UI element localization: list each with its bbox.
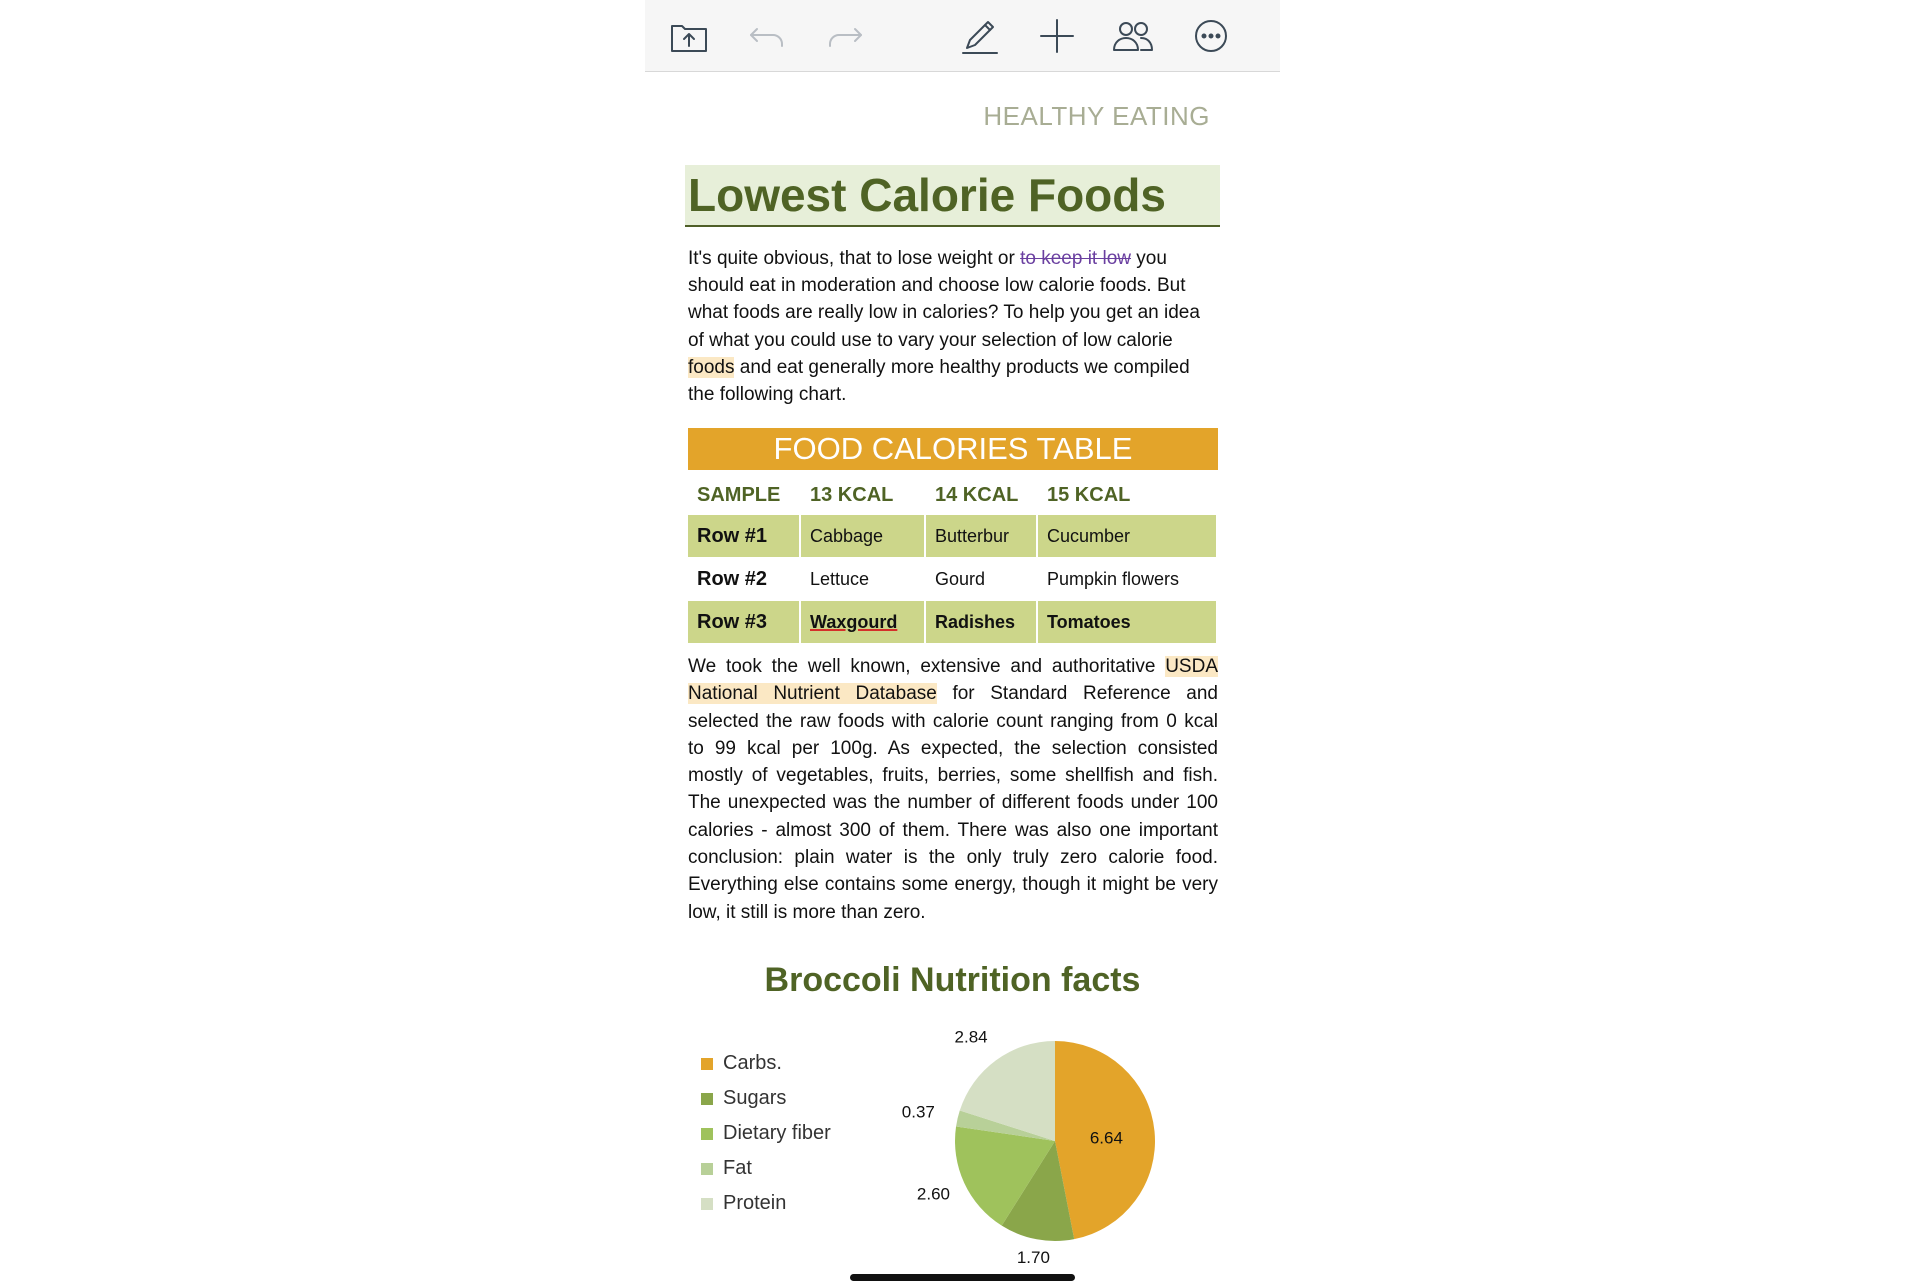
highlight-foods: foods <box>688 356 735 378</box>
highlight-usda: USDA National Nutrient Database <box>688 656 1218 705</box>
legend-swatch <box>701 1128 713 1140</box>
redo-icon <box>825 21 865 51</box>
more-icon <box>1191 16 1231 56</box>
pen-icon <box>959 16 999 56</box>
row-label[interactable]: Row #1 <box>688 515 800 558</box>
table-row <box>688 515 1217 558</box>
table-header-row <box>688 476 1217 515</box>
table-title[interactable]: FOOD CALORIES TABLE <box>688 428 1218 470</box>
add-button[interactable] <box>1035 14 1079 58</box>
legend-label: Dietary fiber <box>723 1122 831 1144</box>
body-text-2: for Standard Reference and selected the raw foods with calorie count ranging from 0 kcal to 99 kcal per 100g. As expected, the selection consisted mostly of vegetables, fruits, berries, some shellfish and fish. The unexpected was the number of different foods under 100 calories - almost 300 of them. There was also one important conclusion: plain water is the only truly zero calorie food. Everything else contains some energy, though it might be very low, it still is more than zero. <box>688 683 1218 923</box>
undo-icon <box>747 21 787 51</box>
table-cell[interactable]: Cucumber <box>1037 515 1217 558</box>
data-label: 0.37 <box>901 1102 935 1122</box>
table-cell[interactable]: Butterbur <box>925 515 1037 558</box>
chart-title[interactable]: Broccoli Nutrition facts <box>764 961 1141 999</box>
legend-label: Sugars <box>723 1087 787 1109</box>
home-indicator[interactable] <box>850 1274 1075 1281</box>
legend-swatch <box>701 1198 713 1210</box>
legend-label: Protein <box>723 1192 787 1214</box>
legend-label: Fat <box>723 1157 752 1179</box>
people-icon <box>1111 18 1155 54</box>
table-cell[interactable]: Gourd <box>925 558 1037 601</box>
title-box <box>685 165 1220 227</box>
toolbar <box>645 0 1280 72</box>
table-cell[interactable]: Pumpkin flowers <box>1037 558 1217 601</box>
header-cell[interactable]: 13 KCAL <box>800 476 925 515</box>
body-text-1: We took the well known, extensive and authoritative <box>688 656 1166 677</box>
data-label: 6.64 <box>1089 1128 1123 1148</box>
table-cell[interactable]: Cabbage <box>800 515 925 558</box>
intro-text-2: you should eat in moderation and choose low calorie foods. But what foods are really low in calories? To help you get an idea of what you could use to vary your selection of low calorie <box>688 248 1200 351</box>
more-button[interactable] <box>1189 14 1233 58</box>
data-label: 1.70 <box>1016 1248 1050 1268</box>
table-row <box>688 601 1217 644</box>
header-cell[interactable]: SAMPLE <box>688 476 800 515</box>
data-label: 2.84 <box>954 1027 988 1047</box>
plus-icon <box>1037 16 1077 56</box>
table-cell[interactable] <box>800 601 925 644</box>
document-title[interactable]: Lowest Calorie Foods <box>688 169 1166 221</box>
body-paragraph[interactable] <box>688 653 1218 926</box>
running-header: HEALTHY EATING <box>983 101 1210 131</box>
folder-upload-icon <box>669 18 709 54</box>
phone-screen <box>645 0 1280 1280</box>
header-cell[interactable]: 14 KCAL <box>925 476 1037 515</box>
legend-swatch <box>701 1093 713 1105</box>
legend-swatch <box>701 1058 713 1070</box>
pen-button[interactable] <box>957 14 1001 58</box>
data-label: 2.60 <box>916 1184 951 1204</box>
spelling-error-word: Waxgourd <box>810 611 898 632</box>
table-row <box>688 558 1217 601</box>
collaborators-button[interactable] <box>1111 14 1155 58</box>
legend-item <box>701 1046 831 1081</box>
intro-text-3: and eat generally more healthy products we compiled the following chart. <box>688 356 1190 406</box>
table-cell[interactable]: Lettuce <box>800 558 925 601</box>
legend-item <box>701 1151 831 1186</box>
chart-legend <box>701 1046 831 1221</box>
row-label[interactable]: Row #3 <box>688 601 800 644</box>
legend-swatch <box>701 1163 713 1175</box>
legend-item <box>701 1116 831 1151</box>
tracked-deletion: to keep it low <box>1020 248 1131 269</box>
intro-text-1: It's quite obvious, that to lose weight or <box>688 248 1021 269</box>
table-cell[interactable]: Radishes <box>925 601 1037 644</box>
legend-label: Carbs. <box>723 1052 782 1074</box>
header-cell[interactable]: 15 KCAL <box>1037 476 1217 515</box>
share-folder-button[interactable] <box>667 14 711 58</box>
row-label[interactable]: Row #2 <box>688 558 800 601</box>
undo-button[interactable] <box>745 14 789 58</box>
pie-chart[interactable] <box>895 1011 1155 1268</box>
legend-item <box>701 1186 831 1221</box>
food-calories-table[interactable] <box>688 476 1218 644</box>
legend-item <box>701 1081 831 1116</box>
table-cell[interactable]: Tomatoes <box>1037 601 1217 644</box>
intro-paragraph[interactable] <box>688 245 1220 408</box>
redo-button[interactable] <box>823 14 867 58</box>
